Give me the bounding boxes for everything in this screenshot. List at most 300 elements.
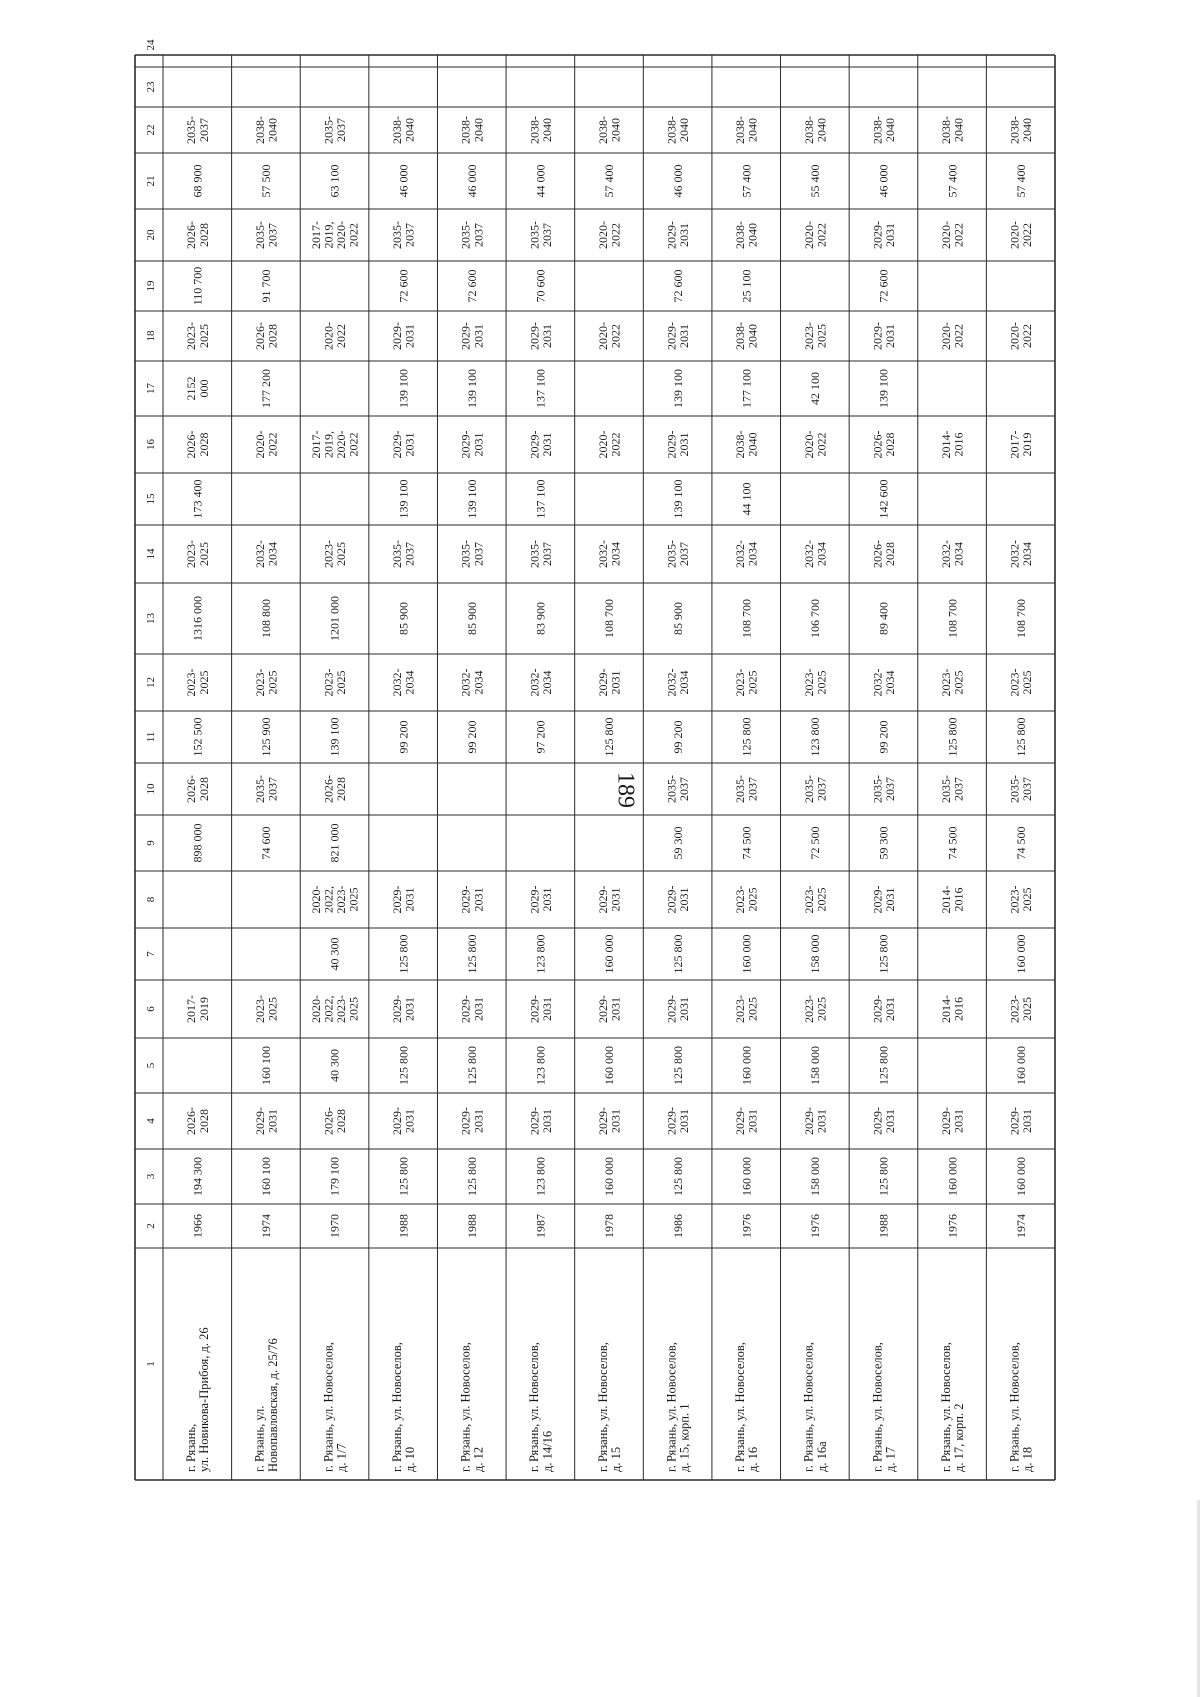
cell-col-20 <box>184 221 211 249</box>
cell-col-2 <box>739 1214 753 1238</box>
cell-col-22 <box>1008 116 1035 144</box>
address-cell-line: ул. Новикова-Прибоя, д. 26 <box>197 1327 212 1472</box>
cell-col-2 <box>465 1214 479 1238</box>
cell-col-20 <box>802 221 829 249</box>
cell-col-18 <box>321 322 348 350</box>
cell-col-4 <box>184 1107 211 1135</box>
cell-col-20-line: 2035- <box>252 221 267 249</box>
cell-col-13 <box>739 599 753 638</box>
cell-col-6-line: 2023- <box>1007 995 1022 1023</box>
cell-col-20-line: 2031 <box>677 223 692 247</box>
cell-col-10-line: 2035- <box>938 775 953 803</box>
cell-col-14 <box>527 540 554 568</box>
cell-col-19 <box>465 270 479 303</box>
cell-col-6-line: 2031 <box>608 997 623 1021</box>
cell-col-4 <box>1008 1107 1035 1135</box>
cell-col-17-line: 000 <box>196 379 211 398</box>
cell-col-5 <box>465 1046 479 1085</box>
cell-col-18-line: 2031 <box>677 324 692 348</box>
cell-col-12-line: 2023- <box>321 668 336 697</box>
cell-col-7 <box>671 935 685 974</box>
page-number: 189 <box>612 772 639 808</box>
cell-col-13-line: 89 400 <box>876 602 891 635</box>
cell-col-15 <box>465 480 479 519</box>
cell-col-6-line: 2031 <box>677 997 692 1021</box>
cell-col-16 <box>596 431 623 459</box>
cell-col-4-line: 2029- <box>664 1107 679 1135</box>
cell-col-13 <box>396 602 410 635</box>
column-number-23-line: 23 <box>144 81 157 93</box>
cell-col-5-line: 160 000 <box>739 1046 754 1085</box>
cell-col-4-line: 2029- <box>1007 1107 1022 1135</box>
cell-col-2 <box>671 1214 685 1238</box>
cell-col-4 <box>733 1107 760 1135</box>
column-number-21-line: 21 <box>144 175 157 187</box>
cell-col-15-line: 137 100 <box>533 479 548 519</box>
cell-col-4-line: 2028 <box>196 1109 211 1133</box>
cell-col-22-line: 2038- <box>595 116 610 144</box>
cell-col-18-line: 2029- <box>870 322 885 350</box>
cell-col-11 <box>328 718 342 757</box>
cell-col-16-line: 2020- <box>595 430 610 459</box>
cell-col-12 <box>939 669 966 697</box>
cell-col-6 <box>309 995 361 1023</box>
column-number-14 <box>145 548 157 560</box>
cell-col-8-line: 2025 <box>1020 887 1035 912</box>
address-cell <box>870 1342 897 1472</box>
cell-col-4 <box>802 1107 829 1135</box>
cell-col-3-line: 125 800 <box>670 1157 685 1196</box>
cell-col-18-line: 2031 <box>539 324 554 348</box>
cell-col-14-line: 2037 <box>471 542 486 566</box>
cell-col-16 <box>527 431 554 459</box>
cell-col-6-line: 2031 <box>471 997 486 1021</box>
cell-col-16-line: 2038- <box>733 430 748 459</box>
cell-col-11-line: 125 800 <box>739 717 754 757</box>
cell-col-6-line: 2029- <box>595 995 610 1023</box>
cell-col-19 <box>396 270 410 303</box>
cell-col-8-line: 2031 <box>608 887 623 912</box>
cell-col-14 <box>1008 540 1035 568</box>
cell-col-11-line: 99 200 <box>876 720 891 754</box>
column-number-17-line: 17 <box>144 383 157 394</box>
cell-col-3-line: 160 000 <box>739 1157 754 1196</box>
cell-col-6 <box>527 995 554 1023</box>
cell-col-11-line: 152 500 <box>190 717 205 757</box>
cell-col-6 <box>253 995 280 1023</box>
cell-col-13 <box>877 602 891 635</box>
cell-col-5 <box>1014 1046 1028 1085</box>
cell-col-19 <box>259 270 273 303</box>
cell-col-22-line: 2038- <box>870 116 885 144</box>
cell-col-14-line: 2035- <box>664 540 679 568</box>
cell-col-17-line: 42 100 <box>808 372 823 405</box>
cell-col-17-line: 2152 <box>184 376 199 401</box>
cell-col-22-line: 2035- <box>184 116 199 144</box>
cell-col-6-line: 2025 <box>745 997 760 1021</box>
cell-col-2-line: 1978 <box>602 1214 617 1238</box>
address-cell <box>1008 1342 1035 1472</box>
address-cell-line: д. 16а <box>814 1441 829 1472</box>
cell-col-19-line: 72 600 <box>670 269 685 303</box>
cell-col-12-line: 2023- <box>1007 668 1022 697</box>
cell-col-15 <box>739 483 753 516</box>
cell-col-22 <box>527 116 554 144</box>
cell-col-21-line: 44 000 <box>533 164 548 198</box>
cell-col-3-line: 179 100 <box>327 1157 342 1196</box>
column-number-6 <box>145 1006 157 1012</box>
address-cell-line: д. 14/16 <box>540 1430 555 1472</box>
cell-col-14 <box>733 540 760 568</box>
cell-col-14-line: 2037 <box>539 542 554 566</box>
address-cell-line: д. 17 <box>883 1446 898 1472</box>
cell-col-7-line: 125 800 <box>464 934 479 974</box>
cell-col-9 <box>739 827 753 860</box>
cell-col-7 <box>1014 935 1028 974</box>
cell-col-8 <box>309 886 361 914</box>
cell-col-2 <box>191 1214 205 1238</box>
cell-col-4-line: 2028 <box>334 1109 349 1133</box>
cell-col-15-line: 142 600 <box>876 479 891 519</box>
cell-col-22 <box>321 116 348 144</box>
cell-col-3 <box>465 1157 479 1196</box>
cell-col-5 <box>877 1046 891 1085</box>
cell-col-8-line: 2029- <box>870 885 885 914</box>
cell-col-20-line: 2029- <box>664 221 679 249</box>
cell-col-6-line: 2029- <box>458 995 473 1023</box>
cell-col-10-line: 2035- <box>252 775 267 803</box>
column-number-19-line: 19 <box>144 280 157 292</box>
cell-col-13-line: 108 700 <box>739 599 754 638</box>
cell-col-16 <box>459 431 486 459</box>
cell-col-12 <box>527 669 554 697</box>
cell-col-12-line: 2025 <box>265 670 280 695</box>
cell-col-2-line: 1988 <box>464 1214 479 1238</box>
cell-col-18-line: 2025 <box>814 324 829 348</box>
cell-col-2 <box>602 1214 616 1238</box>
cell-col-16-line: 2026- <box>870 430 885 459</box>
cell-col-20-line: 2017- <box>308 221 323 249</box>
cell-col-20-line: 2037 <box>402 223 417 247</box>
cell-col-16 <box>802 431 829 459</box>
column-number-14-line: 14 <box>144 548 157 560</box>
cell-col-18-line: 2031 <box>471 324 486 348</box>
cell-col-21 <box>465 165 479 198</box>
cell-col-12-line: 2034 <box>677 670 692 695</box>
cell-col-17 <box>877 369 891 408</box>
column-number-17 <box>145 383 157 395</box>
cell-col-20 <box>596 221 623 249</box>
cell-col-14 <box>459 540 486 568</box>
cell-col-10-line: 2035- <box>664 775 679 803</box>
cell-col-13 <box>1014 599 1028 638</box>
cell-col-21 <box>808 165 822 198</box>
cell-col-8-line: 2023- <box>334 885 349 914</box>
cell-col-17 <box>534 369 548 408</box>
cell-col-17 <box>396 369 410 408</box>
column-number-2-line: 2 <box>144 1223 157 1229</box>
cell-col-9-line: 74 500 <box>739 826 754 860</box>
cell-col-6 <box>184 995 211 1023</box>
cell-col-6-line: 2023- <box>334 995 349 1023</box>
cell-col-11-line: 125 900 <box>259 717 274 757</box>
cell-col-20-line: 2022 <box>814 223 829 247</box>
cell-col-10-line: 2026- <box>184 775 199 803</box>
cell-col-2-line: 1970 <box>327 1214 342 1238</box>
cell-col-2 <box>534 1214 548 1238</box>
cell-col-11 <box>191 718 205 757</box>
cell-col-6-line: 2023- <box>252 995 267 1023</box>
cell-col-13 <box>328 596 342 641</box>
cell-col-16-line: 2022 <box>265 432 280 457</box>
cell-col-16-line: 2020- <box>334 430 349 459</box>
cell-col-20-line: 2029- <box>870 221 885 249</box>
cell-col-22 <box>459 116 486 144</box>
cell-col-12-line: 2025 <box>951 670 966 695</box>
cell-col-12-line: 2025 <box>1020 670 1035 695</box>
cell-col-10-line: 2028 <box>196 777 211 801</box>
cell-col-16-line: 2031 <box>677 432 692 457</box>
cell-col-22 <box>665 116 692 144</box>
cell-col-13 <box>465 602 479 635</box>
cell-col-20-line: 2020- <box>801 221 816 249</box>
cell-col-18 <box>390 322 417 350</box>
address-cell-line: д. 18 <box>1020 1446 1035 1472</box>
cell-col-13 <box>808 599 822 638</box>
cell-col-7 <box>877 935 891 974</box>
cell-col-5-line: 123 800 <box>533 1046 548 1085</box>
cell-col-2-line: 1976 <box>945 1214 960 1238</box>
column-number-1-line: 1 <box>144 1361 157 1367</box>
cell-col-19-line: 25 100 <box>739 269 754 303</box>
cell-col-12 <box>253 669 280 697</box>
cell-col-19 <box>739 270 753 303</box>
cell-col-22-line: 2038- <box>664 116 679 144</box>
column-number-5 <box>145 1062 157 1068</box>
cell-col-10 <box>184 775 211 803</box>
cell-col-5 <box>602 1046 616 1085</box>
cell-col-5 <box>671 1046 685 1085</box>
cell-col-4-line: 2026- <box>321 1107 336 1135</box>
cell-col-21 <box>259 165 273 198</box>
cell-col-20-line: 2040 <box>745 223 760 247</box>
cell-col-8-line: 2029- <box>390 885 405 914</box>
cell-col-4 <box>939 1107 966 1135</box>
cell-col-4 <box>390 1107 417 1135</box>
cell-col-6-line: 2014- <box>938 995 953 1023</box>
cell-col-2-line: 1988 <box>396 1214 411 1238</box>
cell-col-2-line: 1974 <box>1013 1214 1028 1238</box>
cell-col-6-line: 2025 <box>814 997 829 1021</box>
address-cell-line: д. 12 <box>471 1446 486 1472</box>
cell-col-12-line: 2032- <box>527 668 542 697</box>
cell-col-5-line: 125 800 <box>876 1046 891 1085</box>
cell-col-22 <box>939 116 966 144</box>
cell-col-7-line: 125 800 <box>670 934 685 974</box>
cell-col-8-line: 2025 <box>745 887 760 912</box>
cell-col-12-line: 2023- <box>801 668 816 697</box>
cell-col-18 <box>596 322 623 350</box>
cell-col-5-line: 160 000 <box>602 1046 617 1085</box>
cell-col-14-line: 2034 <box>608 542 623 566</box>
cell-col-21-line: 68 900 <box>190 164 205 198</box>
cell-col-14 <box>870 540 897 568</box>
cell-col-9 <box>671 827 685 860</box>
cell-col-19-line: 72 600 <box>876 269 891 303</box>
cell-col-14-line: 2032- <box>1007 540 1022 568</box>
cell-col-18-line: 2038- <box>733 322 748 350</box>
cell-col-9-line: 74 600 <box>259 826 274 860</box>
cell-col-20 <box>459 221 486 249</box>
cell-col-8 <box>596 886 623 914</box>
cell-col-18-line: 2022 <box>1020 324 1035 348</box>
cell-col-22 <box>596 116 623 144</box>
cell-col-10-line: 2037 <box>265 777 280 801</box>
column-number-23 <box>145 81 157 93</box>
column-number-7-line: 7 <box>144 951 157 957</box>
cell-col-21 <box>945 165 959 198</box>
cell-col-14-line: 2034 <box>1020 542 1035 566</box>
cell-col-16 <box>870 431 897 459</box>
column-number-16-line: 16 <box>144 439 157 450</box>
cell-col-10 <box>870 775 897 803</box>
cell-col-12-line: 2023- <box>938 668 953 697</box>
cell-col-5-line: 160 100 <box>259 1046 274 1085</box>
cell-col-4 <box>870 1107 897 1135</box>
column-number-12 <box>145 677 157 688</box>
cell-col-10 <box>253 775 280 803</box>
cell-col-14-line: 2032- <box>938 540 953 568</box>
column-number-12-line: 12 <box>144 677 157 688</box>
cell-col-18-line: 2031 <box>402 324 417 348</box>
cell-col-15 <box>396 480 410 519</box>
column-number-19 <box>145 280 157 292</box>
cell-col-6-line: 2029- <box>390 995 405 1023</box>
cell-col-6-line: 2031 <box>882 997 897 1021</box>
cell-col-14-line: 2025 <box>334 542 349 566</box>
cell-col-16-line: 2017- <box>308 430 323 459</box>
cell-col-4-line: 2029- <box>458 1107 473 1135</box>
cell-col-6-line: 2022, <box>321 995 336 1023</box>
cell-col-11 <box>396 721 410 754</box>
cell-col-6-line: 2019 <box>196 997 211 1021</box>
cell-col-8-line: 2020- <box>308 885 323 914</box>
cell-col-13-line: 85 900 <box>396 602 411 635</box>
cell-col-14-line: 2028 <box>882 542 897 566</box>
cell-col-4-line: 2031 <box>608 1109 623 1133</box>
cell-col-17-line: 139 100 <box>670 369 685 408</box>
cell-col-18-line: 2029- <box>390 322 405 350</box>
cell-col-18 <box>253 322 280 350</box>
cell-col-14-line: 2023- <box>184 540 199 568</box>
cell-col-16-line: 2031 <box>471 432 486 457</box>
cell-col-12-line: 2025 <box>196 670 211 695</box>
cell-col-8-line: 2031 <box>471 887 486 912</box>
cell-col-14-line: 2034 <box>265 542 280 566</box>
cell-col-12-line: 2032- <box>458 668 473 697</box>
cell-col-12-line: 2023- <box>252 668 267 697</box>
cell-col-22 <box>253 116 280 144</box>
cell-col-12-line: 2031 <box>608 670 623 695</box>
cell-col-14-line: 2026- <box>870 540 885 568</box>
cell-col-3-line: 160 000 <box>602 1157 617 1196</box>
cell-col-18 <box>939 322 966 350</box>
cell-col-12-line: 2025 <box>814 670 829 695</box>
cell-col-22 <box>390 116 417 144</box>
cell-col-18-line: 2020- <box>938 322 953 350</box>
cell-col-3-line: 194 300 <box>190 1157 205 1196</box>
cell-col-15-line: 44 100 <box>739 482 754 516</box>
column-number-5-line: 5 <box>144 1062 157 1069</box>
cell-col-5-line: 125 800 <box>396 1046 411 1085</box>
cell-col-10-line: 2037 <box>677 777 692 801</box>
cell-col-16 <box>184 431 211 459</box>
cell-col-14 <box>596 540 623 568</box>
cell-col-8-line: 2023- <box>801 885 816 914</box>
cell-col-7-line: 40 300 <box>327 937 342 971</box>
cell-col-16 <box>665 431 692 459</box>
cell-col-10-line: 2037 <box>814 777 829 801</box>
cell-col-18 <box>459 322 486 350</box>
cell-col-14-line: 2023- <box>321 540 336 568</box>
cell-col-6 <box>939 995 966 1023</box>
cell-col-11-line: 97 200 <box>533 720 548 754</box>
cell-col-6 <box>665 995 692 1023</box>
cell-col-18-line: 2020- <box>1007 322 1022 350</box>
cell-col-13 <box>671 602 685 635</box>
address-cell-line: д. 17, корп. 2 <box>952 1403 967 1472</box>
cell-col-8-line: 2025 <box>814 887 829 912</box>
column-number-18-line: 18 <box>144 330 157 342</box>
column-number-20 <box>145 229 157 241</box>
cell-col-15-line: 139 100 <box>670 479 685 519</box>
column-number-20-line: 20 <box>144 229 157 241</box>
cell-col-10-line: 2028 <box>334 777 349 801</box>
cell-col-18-line: 2023- <box>801 322 816 350</box>
cell-col-22-line: 2038- <box>1007 116 1022 144</box>
column-number-4 <box>145 1118 157 1124</box>
cell-col-16 <box>733 431 760 459</box>
cell-col-2-line: 1966 <box>190 1214 205 1238</box>
cell-col-10-line: 2035- <box>870 775 885 803</box>
cell-col-5-line: 40 300 <box>327 1049 342 1082</box>
cell-col-20-line: 2020- <box>334 221 349 249</box>
cell-col-15-line: 139 100 <box>464 479 479 519</box>
cell-col-18-line: 2022 <box>951 324 966 348</box>
cell-col-22 <box>802 116 829 144</box>
cell-col-22-line: 2038- <box>733 116 748 144</box>
address-cell-line: г. Рязань, <box>184 1423 199 1472</box>
cell-col-16 <box>390 431 417 459</box>
cell-col-11 <box>1014 718 1028 757</box>
cell-col-12-line: 2025 <box>745 670 760 695</box>
cell-col-2-line: 1976 <box>808 1214 823 1238</box>
cell-col-14-line: 2035- <box>390 540 405 568</box>
cell-col-13-line: 85 900 <box>670 602 685 635</box>
cell-col-11-line: 125 800 <box>1013 717 1028 757</box>
cell-col-5-line: 160 000 <box>1013 1046 1028 1085</box>
cell-col-4 <box>665 1107 692 1135</box>
column-number-10-line: 10 <box>144 783 157 795</box>
cell-col-2 <box>328 1214 342 1238</box>
cell-col-16-line: 2028 <box>196 432 211 457</box>
cell-col-8-line: 2014- <box>938 885 953 914</box>
column-number-22 <box>145 125 157 136</box>
cell-col-7 <box>739 935 753 974</box>
cell-col-14 <box>390 540 417 568</box>
cell-col-20 <box>253 221 280 249</box>
column-number-10 <box>145 783 157 795</box>
